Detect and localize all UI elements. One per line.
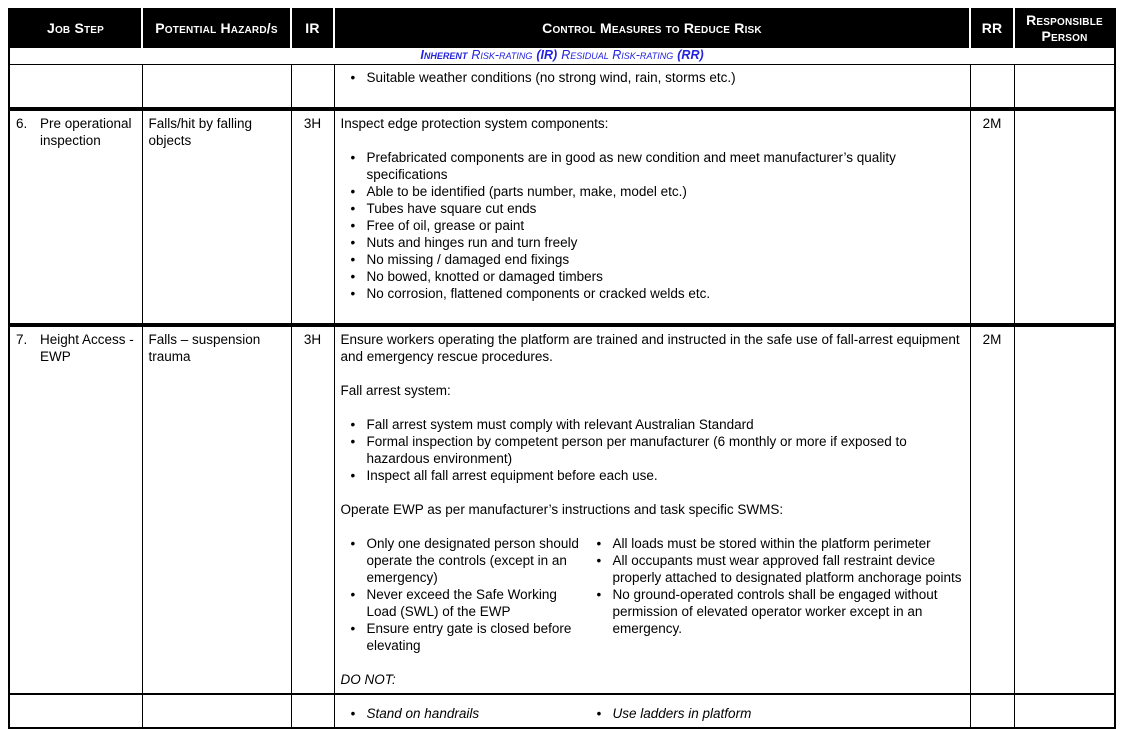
bullet-list-left xyxy=(341,535,587,654)
responsible-person-cell xyxy=(1014,109,1115,325)
ir-cell xyxy=(291,64,334,109)
bullet-item: • Tubes have square cut ends xyxy=(341,200,964,217)
bullet-item: • No corrosion, flattened components or cracked welds etc. xyxy=(341,285,964,302)
col-header-potential-hazards: Potential Hazard/s xyxy=(142,9,291,47)
job-step-cell xyxy=(9,325,142,728)
legend-risk-rating: Risk-rating xyxy=(471,47,533,62)
bullet-list xyxy=(341,69,964,86)
hazard-cell xyxy=(142,64,291,109)
table-row-7 xyxy=(9,325,1115,728)
col-header-job-step: Job Step xyxy=(9,9,142,47)
responsible-person-cell xyxy=(1014,325,1115,728)
bullet-item: • Only one designated person should operate the controls (except in an emergency) xyxy=(341,535,587,586)
bullet-item: • No missing / damaged end fixings xyxy=(341,251,964,268)
legend-row xyxy=(9,47,1115,64)
bullet-item: • Formal inspection by competent person per manufacturer (6 monthly or more if exposed to hazardous environment) xyxy=(341,433,964,467)
legend-inherent: Inherent xyxy=(420,47,468,62)
rr-cell xyxy=(970,64,1014,109)
col-header-ir: IR xyxy=(291,9,334,47)
col-header-control-measures: Control Measures to Reduce Risk xyxy=(334,9,970,47)
job-step-cell xyxy=(9,109,142,325)
two-column-bullets xyxy=(341,705,964,722)
control-paragraph: Fall arrest system: xyxy=(340,382,451,398)
bullet-list-left xyxy=(341,705,587,722)
control-paragraph: Ensure workers operating the platform are trained and instructed in the safe use of fall-arrest equipment and emergency rescue procedures. xyxy=(340,331,960,364)
bullet-item: • Inspect all fall arrest equipment before each use. xyxy=(341,467,964,484)
bullet-item: • Prefabricated components are in good as new condition and meet manufacturer’s quality specifications xyxy=(341,149,964,183)
bullet-item: • Nuts and hinges run and turn freely xyxy=(341,234,964,251)
risk-rating-legend xyxy=(9,47,1115,64)
bullet-item: • No ground-operated controls shall be engaged without permission of elevated operator worker except in an emergency. xyxy=(587,586,964,637)
bullet-item: • Never exceed the Safe Working Load (SWL) of the EWP xyxy=(341,586,587,620)
row-number: 7. xyxy=(16,331,28,347)
bullet-item: • Suitable weather conditions (no strong wind, rain, storms etc.) xyxy=(341,69,964,86)
bullet-item: • Free of oil, grease or paint xyxy=(341,217,964,234)
ir-cell: 3H xyxy=(291,109,334,325)
bullet-list xyxy=(341,416,964,484)
bullet-item: • All occupants must wear approved fall restraint device properly attached to designated platform anchorage points xyxy=(587,552,964,586)
control-measures-cell xyxy=(334,325,970,728)
bullet-list-right xyxy=(587,535,964,654)
job-step-text: Pre operational inspection xyxy=(40,115,132,148)
do-not-heading: DO NOT: xyxy=(340,671,396,687)
bullet-item: • No bowed, knotted or damaged timbers xyxy=(341,268,964,285)
legend-ir: (IR) xyxy=(536,47,558,62)
rr-cell: 2M xyxy=(970,109,1014,325)
hazard-cell: Falls – suspension trauma xyxy=(142,325,291,728)
bullet-item: • Fall arrest system must comply with relevant Australian Standard xyxy=(341,416,964,433)
header-row xyxy=(9,9,1115,47)
control-paragraph: Operate EWP as per manufacturer’s instructions and task specific SWMS: xyxy=(340,501,784,517)
rr-cell: 2M xyxy=(970,325,1014,728)
col-header-rr: RR xyxy=(970,9,1014,47)
job-step-cell xyxy=(9,64,142,109)
table-row-6 xyxy=(9,109,1115,325)
legend-residual-risk-rating: Residual Risk-rating xyxy=(561,47,674,62)
bullet-item: • Stand on handrails xyxy=(341,705,587,722)
bullet-item: • Use ladders in platform xyxy=(587,705,964,722)
col-header-responsible-person: Responsible Person xyxy=(1014,9,1115,47)
legend-rr: (RR) xyxy=(677,47,704,62)
bullet-item: • Ensure entry gate is closed before elevating xyxy=(341,620,587,654)
responsible-person-cell xyxy=(1014,64,1115,109)
control-measures-content xyxy=(341,331,964,723)
job-step-text: Height Access - EWP xyxy=(40,331,134,364)
two-column-bullets xyxy=(341,535,964,654)
row-number: 6. xyxy=(16,115,28,131)
control-measures-cell xyxy=(334,64,970,109)
bullet-list-right xyxy=(587,705,964,722)
job-step xyxy=(16,115,136,149)
bullet-item: • All loads must be stored within the platform perimeter xyxy=(587,535,964,552)
table-row-carryover xyxy=(9,64,1115,109)
control-measures-cell xyxy=(334,109,970,325)
swms-risk-table xyxy=(8,8,1116,729)
bullet-item: • Able to be identified (parts number, make, model etc.) xyxy=(341,183,964,200)
job-step xyxy=(16,331,136,365)
table-bottom-border xyxy=(8,693,1114,695)
ir-cell: 3H xyxy=(291,325,334,728)
hazard-cell: Falls/hit by falling objects xyxy=(142,109,291,325)
bullet-list xyxy=(341,149,964,302)
control-intro: Inspect edge protection system components: xyxy=(340,115,609,131)
